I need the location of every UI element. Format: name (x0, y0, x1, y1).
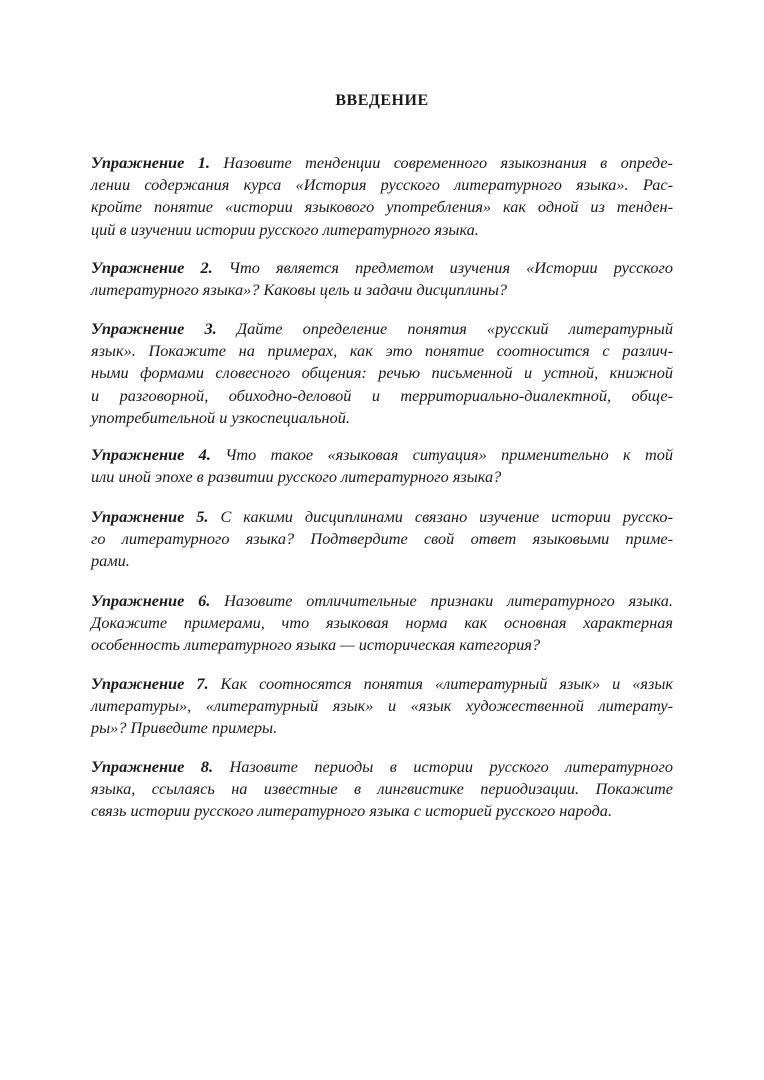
exercise-4 (91, 444, 673, 488)
exercise-label: Упражнение 3. (91, 319, 217, 338)
exercise-line: связь истории русского литературного языка с историей русского народа. (91, 801, 613, 821)
exercise-3 (91, 318, 673, 429)
exercise-line: Упражнение 3. Дайте определение понятия «русский литературный (91, 319, 673, 338)
exercise-label: Упражнение 6. (91, 591, 211, 610)
exercise-6 (91, 590, 673, 657)
exercise-line: язык». Покажите на примерах, как это понятие соотносится с различ- (91, 341, 673, 361)
exercise-line: ными формами словесного общения: речью письменной и устной, книжной (91, 363, 673, 383)
exercise-line: ры»? Приведите примеры. (91, 718, 278, 738)
exercise-label: Упражнение 8. (91, 757, 214, 776)
exercise-line: лении содержания курса «История русского литературного языка». Рас- (91, 175, 673, 195)
exercise-line: кройте понятие «истории языкового употребления» как одной из тенден- (91, 197, 673, 217)
exercise-line: употребительной и узкоспециальной. (91, 407, 350, 427)
exercise-label: Упражнение 7. (91, 674, 209, 693)
exercise-line: Упражнение 6. Назовите отличительные признаки литературного языка. (91, 591, 673, 610)
exercise-label: Упражнение 1. (91, 153, 210, 172)
exercise-line: Упражнение 5. С какими дисциплинами связано изучение истории русско- (91, 507, 673, 526)
exercise-line: Упражнение 1. Назовите тенденции современного языкознания в опреде- (91, 153, 673, 172)
exercise-2 (91, 257, 673, 301)
page-title: ВВЕДЕНИЕ (335, 92, 429, 109)
exercise-line: Упражнение 4. Что такое «языковая ситуация» применительно к той (91, 445, 673, 464)
exercise-line: Упражнение 8. Назовите периоды в истории русского литературного (91, 757, 673, 776)
exercise-line: литературного языка»? Каковы цель и задачи дисциплины? (91, 280, 507, 300)
exercise-label: Упражнение 2. (91, 258, 213, 277)
exercise-line: Докажите примерами, что языковая норма как основная характерная (91, 613, 673, 633)
exercise-line: языка, ссылаясь на известные в лингвистике периодизации. Покажите (91, 779, 673, 799)
exercise-line: ций в изучении истории русского литературного языка. (91, 219, 479, 239)
exercise-line: или иной эпохе в развитии русского литературного языка? (91, 467, 502, 487)
exercise-line: и разговорной, обиходно-деловой и территориально-диалектной, обще- (91, 385, 673, 405)
exercise-line: го литературного языка? Подтвердите свой ответ языковыми приме- (91, 529, 673, 549)
exercise-line: рами. (91, 551, 130, 571)
exercise-7 (91, 673, 673, 740)
exercise-line: литературы», «литературный язык» и «язык художественной литерату- (91, 696, 673, 716)
exercise-label: Упражнение 5. (91, 507, 209, 526)
exercise-8 (91, 756, 673, 823)
exercise-label: Упражнение 4. (91, 445, 211, 464)
exercise-line: Упражнение 7. Как соотносятся понятия «литературный язык» и «язык (91, 674, 673, 693)
exercise-line: особенность литературного языка — историческая категория? (91, 635, 541, 655)
exercise-5 (91, 506, 673, 573)
exercise-1 (91, 152, 673, 241)
exercise-line: Упражнение 2. Что является предметом изучения «Истории русского (91, 258, 673, 277)
